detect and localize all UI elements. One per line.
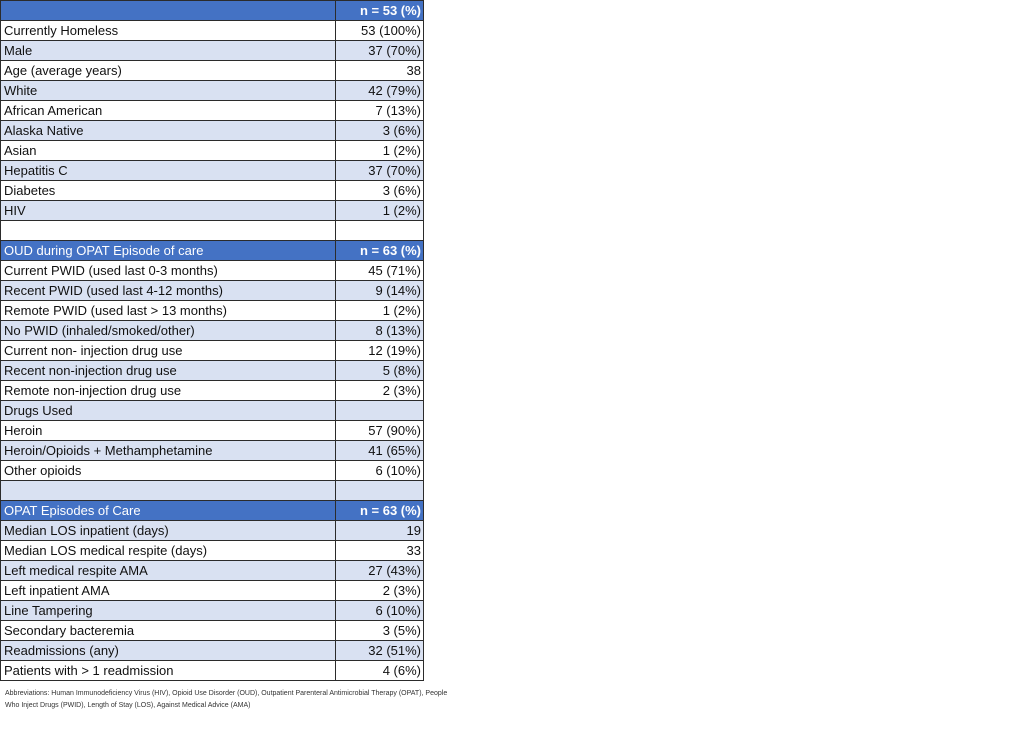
- table-row: [1, 581, 424, 601]
- table-row: [1, 121, 424, 141]
- row-label: [1, 481, 336, 501]
- row-value: 1 (2%): [336, 301, 424, 321]
- row-label: HIV: [1, 201, 336, 221]
- row-label: Median LOS medical respite (days): [1, 541, 336, 561]
- table-row: [1, 601, 424, 621]
- section-header-label: OUD during OPAT Episode of care: [1, 241, 336, 261]
- row-label: Currently Homeless: [1, 21, 336, 41]
- section-header-label: OPAT Episodes of Care: [1, 501, 336, 521]
- table-row: [1, 61, 424, 81]
- row-value: 6 (10%): [336, 461, 424, 481]
- table-row: [1, 21, 424, 41]
- row-value: [336, 221, 424, 241]
- row-value: 3 (6%): [336, 181, 424, 201]
- row-value: 53 (100%): [336, 21, 424, 41]
- section-header-row: [1, 1, 424, 21]
- row-label: Secondary bacteremia: [1, 621, 336, 641]
- row-label: [1, 221, 336, 241]
- table-row: [1, 521, 424, 541]
- row-label: White: [1, 81, 336, 101]
- table-row: [1, 461, 424, 481]
- abbreviations-footnote: [5, 688, 475, 712]
- row-label: Median LOS inpatient (days): [1, 521, 336, 541]
- table-row: [1, 361, 424, 381]
- row-label: Left inpatient AMA: [1, 581, 336, 601]
- row-value: [336, 401, 424, 421]
- row-label: Age (average years): [1, 61, 336, 81]
- row-value: 41 (65%): [336, 441, 424, 461]
- row-label: Drugs Used: [1, 401, 336, 421]
- table-row: [1, 381, 424, 401]
- row-label: Heroin: [1, 421, 336, 441]
- row-value: 33: [336, 541, 424, 561]
- row-value: 4 (6%): [336, 661, 424, 681]
- section-header-row: [1, 501, 424, 521]
- section-header-count: n = 63 (%): [336, 241, 424, 261]
- table-row: [1, 201, 424, 221]
- row-label: Other opioids: [1, 461, 336, 481]
- row-value: 1 (2%): [336, 141, 424, 161]
- row-value: 2 (3%): [336, 381, 424, 401]
- row-label: Line Tampering: [1, 601, 336, 621]
- table-row: [1, 401, 424, 421]
- row-label: Recent PWID (used last 4-12 months): [1, 281, 336, 301]
- row-value: 3 (6%): [336, 121, 424, 141]
- row-value: 9 (14%): [336, 281, 424, 301]
- row-label: No PWID (inhaled/smoked/other): [1, 321, 336, 341]
- characteristics-table: [0, 0, 424, 681]
- row-value: 42 (79%): [336, 81, 424, 101]
- row-value: 6 (10%): [336, 601, 424, 621]
- table-row: [1, 561, 424, 581]
- section-header-count: n = 63 (%): [336, 501, 424, 521]
- row-label: Diabetes: [1, 181, 336, 201]
- table-row: [1, 421, 424, 441]
- row-label: Remote non-injection drug use: [1, 381, 336, 401]
- row-value: [336, 481, 424, 501]
- section-header-row: [1, 241, 424, 261]
- row-value: 12 (19%): [336, 341, 424, 361]
- row-value: 3 (5%): [336, 621, 424, 641]
- row-value: 38: [336, 61, 424, 81]
- table-row: [1, 101, 424, 121]
- table-row: [1, 341, 424, 361]
- table-row: [1, 41, 424, 61]
- section-header-label: [1, 1, 336, 21]
- footnote-line-2: Who Inject Drugs (PWID), Length of Stay (LOS), Against Medical Advice (AMA): [5, 702, 251, 709]
- footnote-line-1: Abbreviations: Human Immunodeficiency Virus (HIV), Opioid Use Disorder (OUD), Outpatient Parenteral Antimicrobial Therapy (OPAT), People: [5, 690, 448, 697]
- row-value: 5 (8%): [336, 361, 424, 381]
- row-label: Recent non-injection drug use: [1, 361, 336, 381]
- table-row: [1, 81, 424, 101]
- row-value: 7 (13%): [336, 101, 424, 121]
- row-label: Left medical respite AMA: [1, 561, 336, 581]
- row-label: Patients with > 1 readmission: [1, 661, 336, 681]
- table-row: [1, 281, 424, 301]
- table-row: [1, 321, 424, 341]
- row-value: 27 (43%): [336, 561, 424, 581]
- row-label: Asian: [1, 141, 336, 161]
- table-row: [1, 301, 424, 321]
- table-row: [1, 161, 424, 181]
- row-value: 8 (13%): [336, 321, 424, 341]
- row-value: 57 (90%): [336, 421, 424, 441]
- table-row: [1, 221, 424, 241]
- row-value: 32 (51%): [336, 641, 424, 661]
- table-body: [1, 1, 424, 681]
- row-label: Heroin/Opioids + Methamphetamine: [1, 441, 336, 461]
- row-value: 2 (3%): [336, 581, 424, 601]
- section-header-count: n = 53 (%): [336, 1, 424, 21]
- table-row: [1, 441, 424, 461]
- row-label: Remote PWID (used last > 13 months): [1, 301, 336, 321]
- row-label: Current PWID (used last 0-3 months): [1, 261, 336, 281]
- row-value: 37 (70%): [336, 161, 424, 181]
- table-row: [1, 541, 424, 561]
- row-label: African American: [1, 101, 336, 121]
- table-row: [1, 621, 424, 641]
- row-label: Readmissions (any): [1, 641, 336, 661]
- row-value: 37 (70%): [336, 41, 424, 61]
- row-value: 45 (71%): [336, 261, 424, 281]
- table-row: [1, 641, 424, 661]
- table-row: [1, 661, 424, 681]
- row-label: Male: [1, 41, 336, 61]
- row-value: 1 (2%): [336, 201, 424, 221]
- table-row: [1, 261, 424, 281]
- row-label: Hepatitis C: [1, 161, 336, 181]
- row-value: 19: [336, 521, 424, 541]
- table-row: [1, 481, 424, 501]
- row-label: Current non- injection drug use: [1, 341, 336, 361]
- row-label: Alaska Native: [1, 121, 336, 141]
- table-row: [1, 181, 424, 201]
- table-row: [1, 141, 424, 161]
